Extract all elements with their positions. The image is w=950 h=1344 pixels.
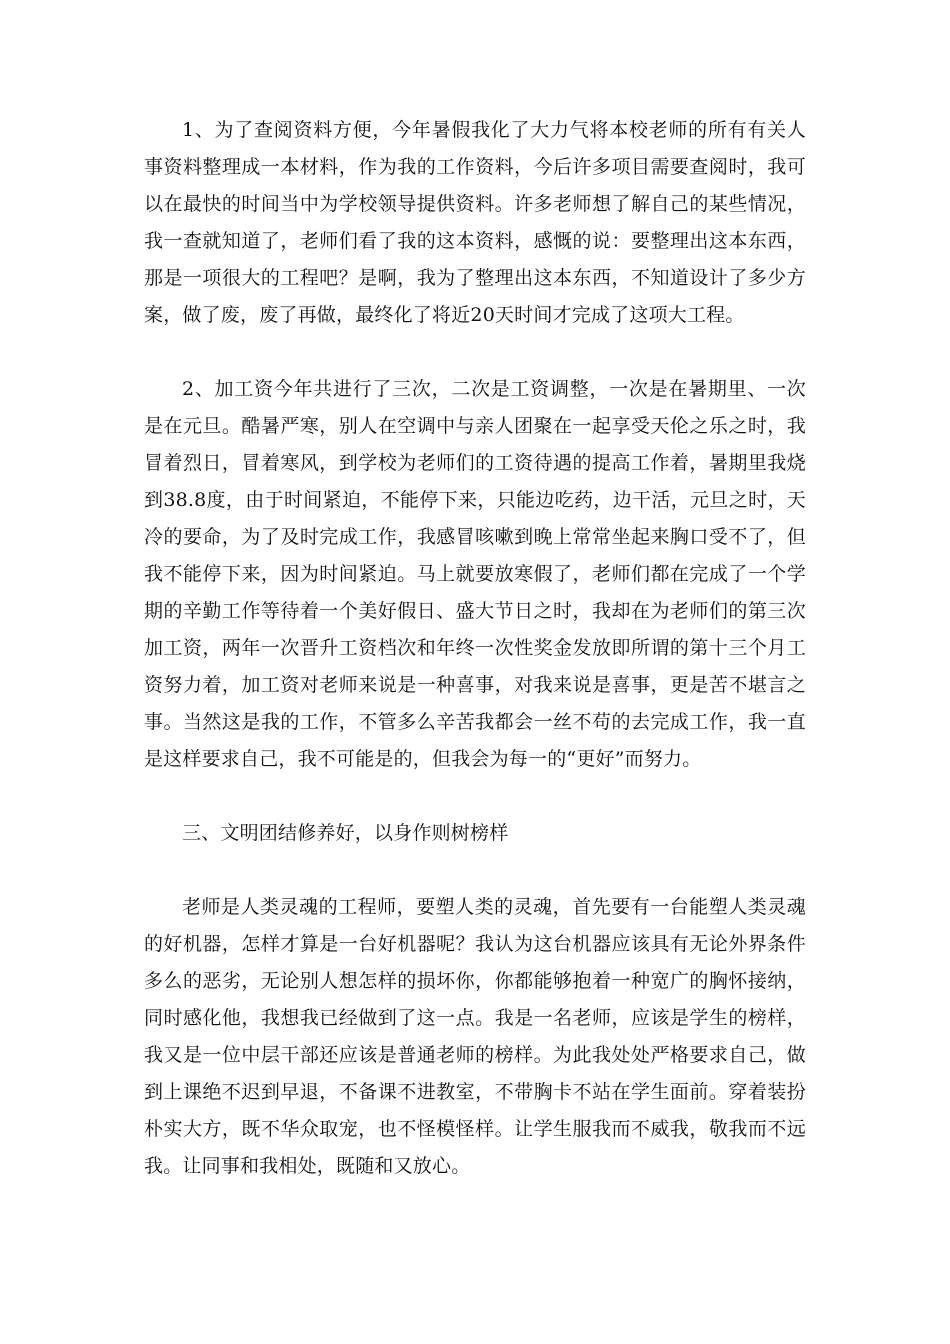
paragraph-personnel-records: 1、为了查阅资料方便，今年暑假我化了大力气将本校老师的所有有关人事资料整理成一本材料，作为我的工作资料，今后许多项目需要查阅时，我可以在最快的时间当中为学校领导提供资料。许多老师想了解自己的某些情况，我一查就知道了，老师们看了我的这本资料，感慨的说：要整理出这本东西，那是一项很大的工程吧？是啊，我为了整理出这本东西，不知道设计了多少方案，做了废，废了再做，最终化了将近20天时间才完成了这项大工程。 bbox=[144, 119, 806, 326]
paragraph-salary-adjustment: 2、加工资今年共进行了三次，二次是工资调整，一次是在暑期里、一次是在元旦。酷暑严寒，别人在空调中与亲人团聚在一起享受天伦之乐之时，我冒着烈日，冒着寒风，到学校为老师们的工资待遇的提高工作着，暑期里我烧到38.8度，由于时间紧迫，不能停下来，只能边吃药，边干活，元旦之时，天冷的要命，为了及时完成工作，我感冒咳嗽到晚上常常坐起来胸口受不了，但我不能停下来，因为时间紧迫。马上就要放寒假了，老师们都在完成了一个学期的辛勤工作等待着一个美好假日、盛大节日之时，我却在为老师们的第三次加工资，两年一次晋升工资档次和年终一次性奖金发放即所谓的第十三个月工资努力着，加工资对老师来说是一种喜事，对我来说是喜事，更是苦不堪言之事。当然这是我的工作，不管多么辛苦我都会一丝不苟的去完成工作，我一直是这样要求自己，我不可能是的，但我会为每一的“更好”而努力。 bbox=[144, 378, 806, 770]
paragraph-role-model: 老师是人类灵魂的工程师，要塑人类的灵魂，首先要有一台能塑人类灵魂的好机器，怎样才算是一台好机器呢？我认为这台机器应该具有无论外界条件多么的恶劣，无论别人想怎样的损坏你，你都能够抱着一种宽广的胸怀接纳，同时感化他，我想我已经做到了这一点。我是一名老师，应该是学生的榜样，我又是一位中层干部还应该是普通老师的榜样。为此我处处严格要求自己，做到上课绝不迟到早退，不备课不进教室，不带胸卡不站在学生面前。穿着装扮朴实大方，既不华众取宠，也不怪模怪样。让学生服我而不威我，敬我而不远我。让同事和我相处，既随和又放心。 bbox=[144, 896, 806, 1177]
section-heading-civility: 三、文明团结修养好，以身作则树榜样 bbox=[182, 822, 509, 844]
document-body bbox=[144, 112, 806, 1185]
